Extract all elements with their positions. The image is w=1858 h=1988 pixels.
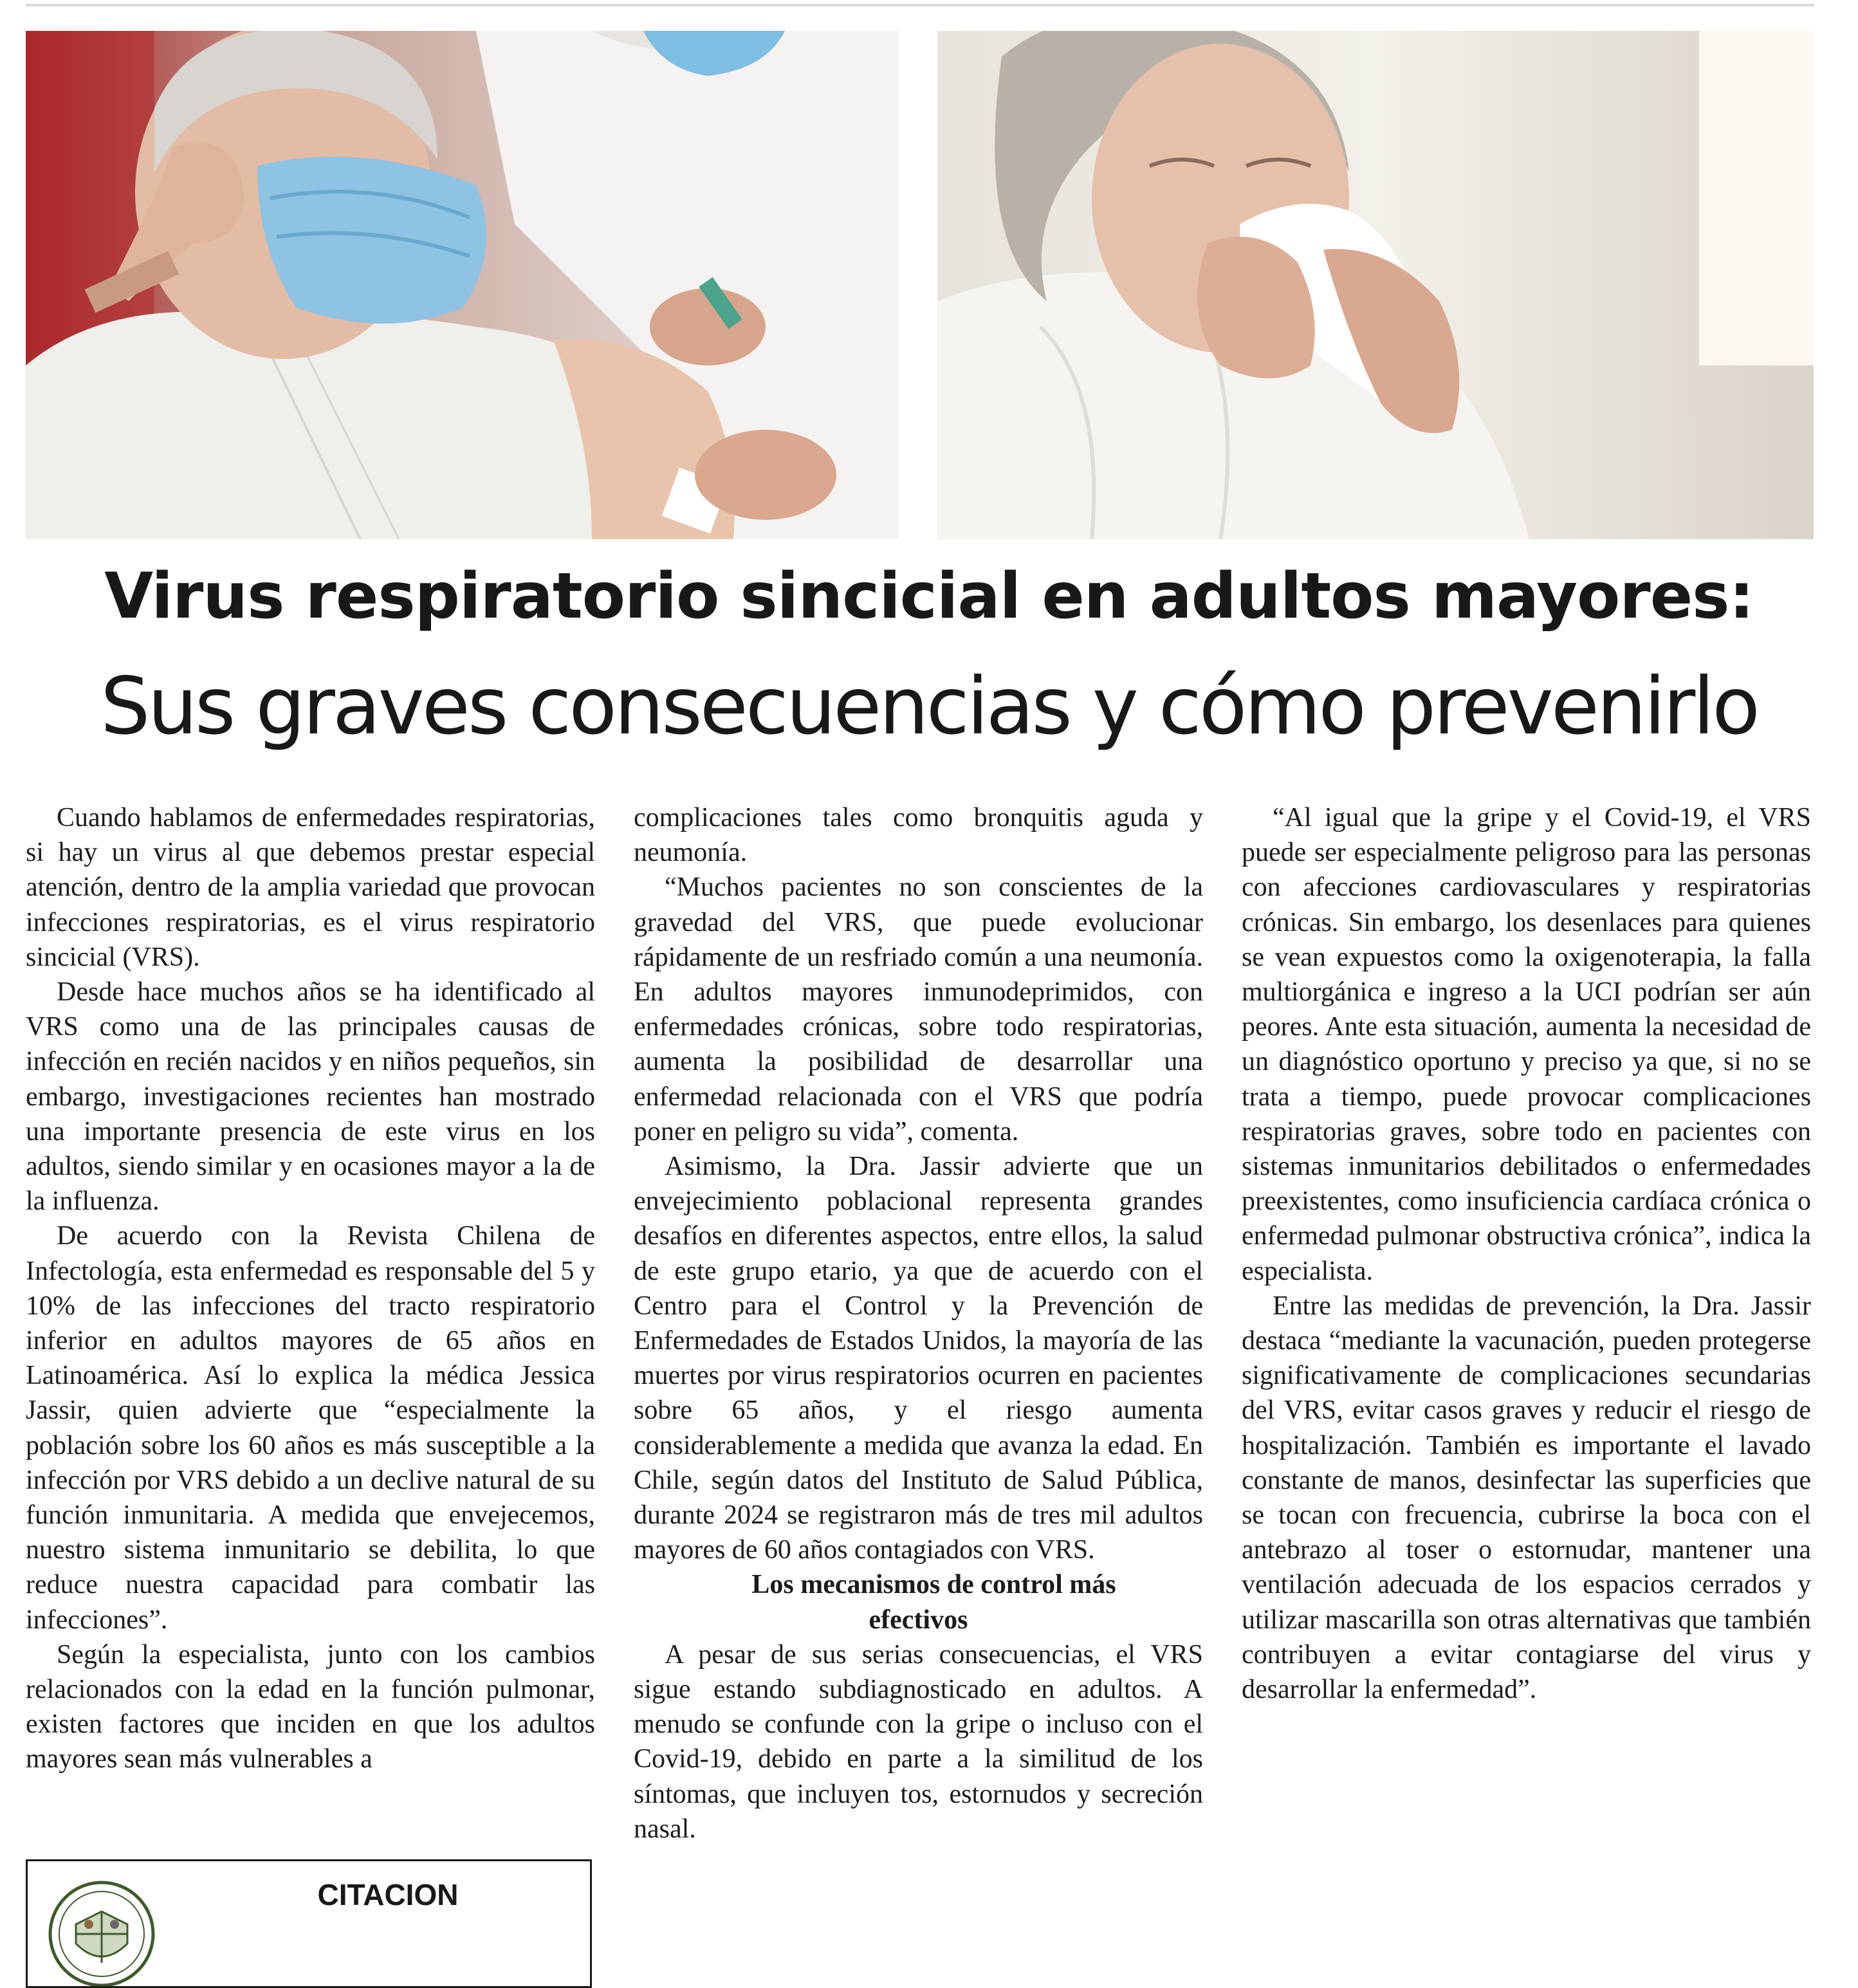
photo-elderly-woman-vaccination (26, 31, 899, 539)
article-column-3 (1242, 800, 1811, 1707)
photo-elderly-woman-tissue (937, 31, 1814, 539)
paragraph: Según la especialista, junto con los cambios relacionados con la edad en la función pulmonar, existen factores que inciden en que los adultos mayores sean más vulnerables a (26, 1639, 595, 1774)
paragraph: complicaciones tales como bronquitis aguda y neumonía. (634, 803, 1203, 868)
vaccination-photo-illustration (26, 31, 899, 539)
top-rule (26, 4, 1814, 6)
paragraph: Asimismo, la Dra. Jassir advierte que un envejecimiento poblacional representa grandes desafíos en diferentes aspectos, entre ellos, la salud de este grupo etario, ya que de acuerdo con el Centro para el Control y la Prevención de Enfermedades de Estados Unidos, la mayoría de las muertes por virus respiratorios ocurren en pacientes sobre 65 años, y el riesgo aumenta considerablemente a medida que avanza la edad. En Chile, según datos del Instituto de Salud Pública, durante 2024 se registraron más de tres mil adultos mayores de 60 años contagiados con VRS. (634, 1152, 1203, 1565)
citation-title: CITACION (317, 1878, 459, 1911)
paragraph: A pesar de sus serias consecuencias, el VRS sigue estando subdiagnosticado en adultos. A menudo se confunde con la gripe o incluso con el Covid-19, debido en parte a la similitud de los síntomas, que incluyen tos, estornudos y secreción nasal. (634, 1639, 1203, 1844)
article-column-1 (26, 800, 595, 1777)
citation-box (26, 1859, 592, 1988)
section-subheading: Los mecanismos de control más efectivos (751, 1570, 1116, 1635)
article-column-2 (634, 800, 1203, 1846)
headline-kicker: Virus respiratorio sincicial en adultos mayores: (104, 560, 1754, 633)
paragraph: “Muchos pacientes no son conscientes de la gravedad del VRS, que puede evolucionar rápidamente de un resfriado común a una neumonía. En adultos mayores inmunodeprimidos, con enfermedades crónicas, sobre todo respiratorias, aumenta la posibilidad de desarrollar una enfermedad relacionada con el VRS que podría poner en peligro su vida”, comenta. (634, 872, 1203, 1146)
paragraph: De acuerdo con la Revista Chilena de Infectología, esta enfermedad es responsable del 5 y 10% de las infecciones del tracto respiratorio inferior en adultos mayores de 65 años en Latinoamérica. Así lo explica la médica Jessica Jassir, quien advierte que “especialmente la población sobre los 60 años es más susceptible a la infección por VRS debido a un declive natural de su función inmunitaria. A medida que envejecemos, nuestro sistema inmunitario se debilita, lo que reduce nuestra capacidad para combatir las infecciones”. (26, 1221, 595, 1635)
headline-title: Sus graves consecuencias y cómo prevenirlo (100, 661, 1758, 752)
tissue-photo-illustration (937, 31, 1814, 539)
paragraph: Cuando hablamos de enfermedades respiratorias, si hay un virus al que debemos prestar especial atención, dentro de la amplia variedad que provocan infecciones respiratorias, es el virus respiratorio sincicial (VRS). (26, 803, 595, 972)
paragraph: Desde hace muchos años se ha identificado al VRS como una de las principales causas de infección en recién nacidos y en niños pequeños, sin embargo, investigaciones recientes han mostrado una importante presencia de este virus en los adultos, siendo similar y en ocasiones mayor a la de la influenza. (26, 977, 595, 1217)
paragraph: Entre las medidas de prevención, la Dra. Jassir destaca “mediante la vacunación, pueden protegerse significativamente de complicaciones secundarias del VRS, evitar casos graves y reducir el riesgo de hospitalización. También es importante el lavado constante de manos, desinfectar las superficies que se tocan con frecuencia, cubrirse la boca con el antebrazo al toser o estornudar, mantener una ventilación adecuada de los espacios cerrados y utilizar mascarilla son otras alternativas que también contribuyen a evitar contagiarse del virus y desarrollar la enfermedad”. (1242, 1291, 1811, 1705)
paragraph: “Al igual que la gripe y el Covid-19, el VRS puede ser especialmente peligroso para las personas con afecciones cardiovasculares y respiratorias crónicas. Sin embargo, los desenlaces para quienes se vean expuestos como la oxigenoterapia, la falla multiorgánica e ingreso a la UCI podrían ser aún peores. Ante esta situación, aumenta la necesidad de un diagnóstico oportuno y preciso ya que, si no se trata a tiempo, puede provocar complicaciones respiratorias graves, sobre todo en pacientes con sistemas inmunitarios debilitados o enfermedades preexistentes, como insuficiencia cardíaca crónica o enfermedad pulmonar obstructiva crónica”, indica la especialista. (1242, 803, 1811, 1286)
